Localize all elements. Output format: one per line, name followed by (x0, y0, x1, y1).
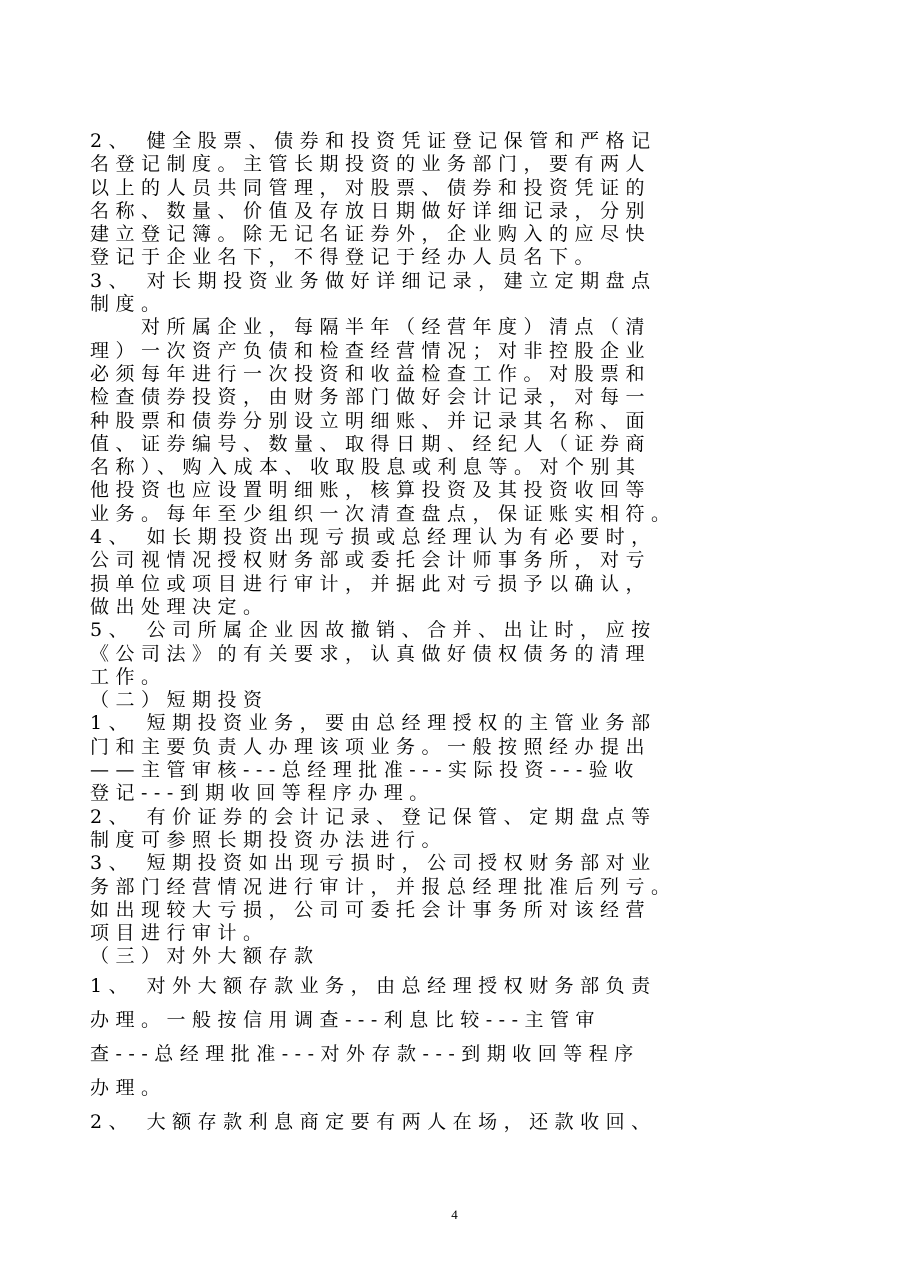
section-heading: （三）对外大额存款 (90, 945, 320, 968)
text-line: 做出处理决定。 (90, 595, 269, 618)
text-line: 必须每年进行一次投资和收益检查工作。对股票和 (90, 362, 652, 385)
text-line: 制度。 (90, 293, 167, 316)
page-number: 4 (451, 1207, 458, 1222)
text-line: 理）一次资产负债和检查经营情况；对非控股企业 (90, 339, 652, 362)
text-line: 5、 公司所属企业因故撤销、合并、出让时，应按 (90, 619, 657, 642)
text-line: 他投资也应设置明细账，核算投资及其投资收回等 (90, 479, 652, 502)
text-line: 如出现较大亏损，公司可委托会计事务所对该经营 (90, 898, 652, 921)
section-heading: （二）短期投资 (90, 689, 269, 712)
text-line: 登记于企业名下，不得登记于经办人员名下。 (90, 246, 601, 269)
text-line: 3、 短期投资如出现亏损时，公司授权财务部对业 (90, 852, 657, 875)
body-text (90, 130, 800, 1139)
text-line: 工作。 (90, 665, 167, 688)
text-line: 以上的人员共同管理，对股票、债券和投资凭证的 (90, 176, 652, 199)
text-line: 门和主要负责人办理该项业务。一般按照经办提出 (90, 735, 652, 758)
text-line: 办理。一般按信用调查---利息比较---主管审 (90, 1008, 602, 1031)
text-line: 查---总经理批准---对外存款---到期收回等程序 (90, 1042, 640, 1065)
text-line: 名登记制度。主管长期投资的业务部门，要有两人 (90, 153, 652, 176)
text-line: 检查债券投资，由财务部门做好会计记录，对每一 (90, 386, 652, 409)
text-line: 1、 对外大额存款业务，由总经理授权财务部负责 (90, 974, 657, 997)
text-line: 业务。每年至少组织一次清查盘点，保证账实相符。 (90, 502, 677, 525)
text-line: 登记---到期收回等程序办理。 (90, 782, 435, 805)
text-line: 务部门经营情况进行审计，并报总经理批准后列亏。 (90, 875, 677, 898)
text-line: 公司视情况授权财务部或委托会计师事务所，对亏 (90, 549, 652, 572)
text-line: 2、 健全股票、债券和投资凭证登记保管和严格记 (90, 130, 657, 152)
text-line: 《公司法》的有关要求，认真做好债权债务的清理 (90, 642, 652, 665)
text-line: 2、 大额存款利息商定要有两人在场，还款收回、 (90, 1110, 657, 1133)
text-line: ——主管审核---总经理批准---实际投资---验收 (90, 759, 640, 782)
text-line: 2、 有价证券的会计记录、登记保管、定期盘点等 (90, 805, 657, 828)
text-line: 办理。 (90, 1076, 167, 1099)
text-line: 制度可参照长期投资办法进行。 (90, 828, 448, 851)
text-line: 建立登记簿。除无记名证券外，企业购入的应尽快 (90, 223, 652, 246)
text-line: 项目进行审计。 (90, 922, 269, 945)
text-line: 损单位或项目进行审计，并据此对亏损予以确认， (90, 572, 652, 595)
text-line: 1、 短期投资业务，要由总经理授权的主管业务部 (90, 712, 657, 735)
text-line: 对所属企业，每隔半年（经营年度）清点（清 (90, 316, 652, 339)
text-line: 名称、数量、价值及存放日期做好详细记录，分别 (90, 199, 652, 222)
text-line: 4、 如长期投资出现亏损或总经理认为有必要时， (90, 526, 657, 549)
text-line: 名称）、购入成本、收取股息或利息等。对个别其 (90, 456, 642, 479)
text-line: 种股票和债券分别设立明细账、并记录其名称、面 (90, 409, 652, 432)
text-line: 3、 对长期投资业务做好详细记录，建立定期盘点 (90, 269, 657, 292)
text-line: 值、证券编号、数量、取得日期、经纪人（证券商 (90, 432, 652, 455)
